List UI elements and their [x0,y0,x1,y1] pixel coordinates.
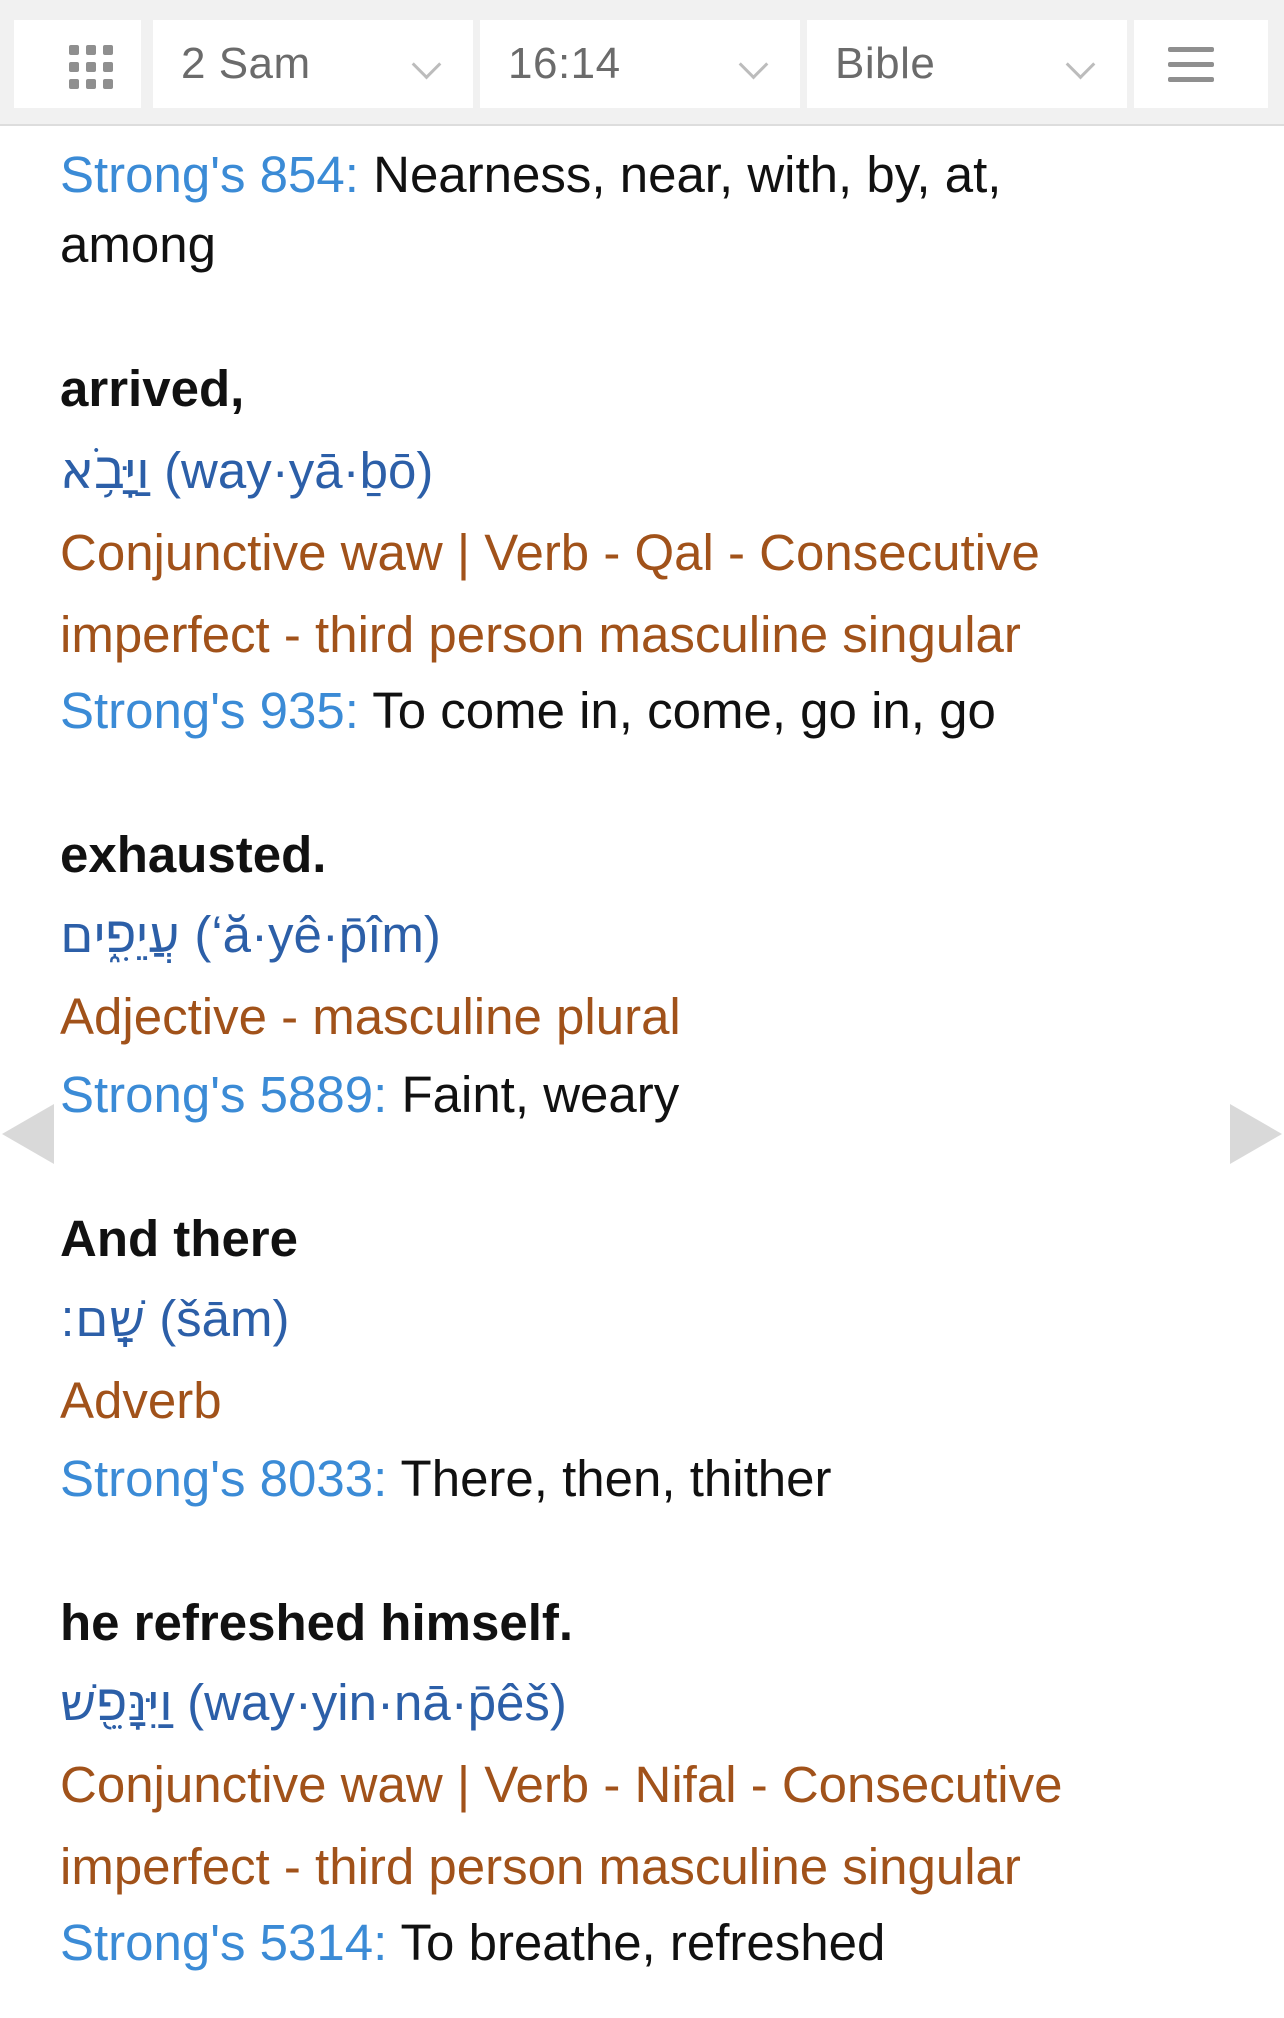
chapter-verse-select[interactable] [480,20,800,108]
grid-icon [69,45,113,89]
strongs-line [60,1060,679,1130]
parsing-link[interactable]: Conjunctive waw | Verb - Qal - Consecutive [60,524,1040,581]
strongs-link[interactable]: Strong's 5314: [60,1914,388,1971]
english-word: And there [60,1210,299,1267]
parsing-link[interactable]: Adjective - masculine plural [60,988,681,1045]
hebrew-word[interactable]: עֲיֵפִ֑ים [60,906,181,965]
english-word: arrived, [60,360,245,417]
chevron-down-icon [1066,50,1096,80]
next-verse-arrow-icon[interactable] [1230,1104,1282,1164]
previous-verse-arrow-icon[interactable] [2,1104,54,1164]
book-select[interactable] [153,20,473,108]
hebrew-word[interactable]: וַיִּנָּפֵ֖שׁ [60,1674,173,1733]
strongs-definition: Nearness, near, with, by, at, [373,146,1002,203]
strongs-line [60,140,1001,210]
transliteration: (way·yā·ḇō) [164,442,434,499]
strongs-link[interactable]: Strong's 5889: [60,1066,388,1123]
parsing-link-continued[interactable]: imperfect - third person masculine singular [60,606,1021,663]
hamburger-menu-icon [1168,47,1214,83]
menu-button[interactable] [1134,20,1268,108]
hebrew-word[interactable]: שָֽׁם׃ [60,1290,146,1349]
parsing-link[interactable]: Adverb [60,1372,222,1429]
chevron-down-icon [739,50,769,80]
parsing-link-continued[interactable]: imperfect - third person masculine singular [60,1838,1021,1895]
strongs-definition-continued: among [60,216,216,273]
strongs-definition: To come in, come, go in, go [372,682,996,739]
top-nav-bar [0,0,1284,126]
transliteration: (šām) [159,1290,290,1347]
chevron-down-icon [412,50,442,80]
hebrew-line [60,900,441,971]
strongs-link[interactable]: Strong's 8033: [60,1450,388,1507]
chapter-verse-label: 16:14 [508,39,621,88]
english-word: exhausted. [60,826,327,883]
strongs-line [60,676,996,746]
version-select[interactable] [807,20,1127,108]
strongs-line [60,1444,831,1514]
strongs-definition: There, then, thither [400,1450,832,1507]
strongs-link[interactable]: Strong's 854: [60,146,359,203]
book-select-label: 2 Sam [181,39,311,88]
transliteration: (‘ă·yê·p̄îm) [194,906,441,963]
transliteration: (way·yin·nā·p̄êš) [187,1674,567,1731]
hebrew-line [60,1284,290,1355]
hebrew-word[interactable]: וַיָּבֹ֥א [60,442,150,501]
english-word: he refreshed himself. [60,1594,574,1651]
apps-grid-button[interactable] [14,20,141,108]
strongs-definition: Faint, weary [401,1066,680,1123]
strongs-definition: To breathe, refreshed [400,1914,886,1971]
strongs-link[interactable]: Strong's 935: [60,682,359,739]
strongs-line [60,1908,885,1978]
parsing-link[interactable]: Conjunctive waw | Verb - Nifal - Consecutive [60,1756,1063,1813]
hebrew-line [60,436,433,507]
version-select-label: Bible [835,39,936,88]
hebrew-line [60,1668,567,1739]
